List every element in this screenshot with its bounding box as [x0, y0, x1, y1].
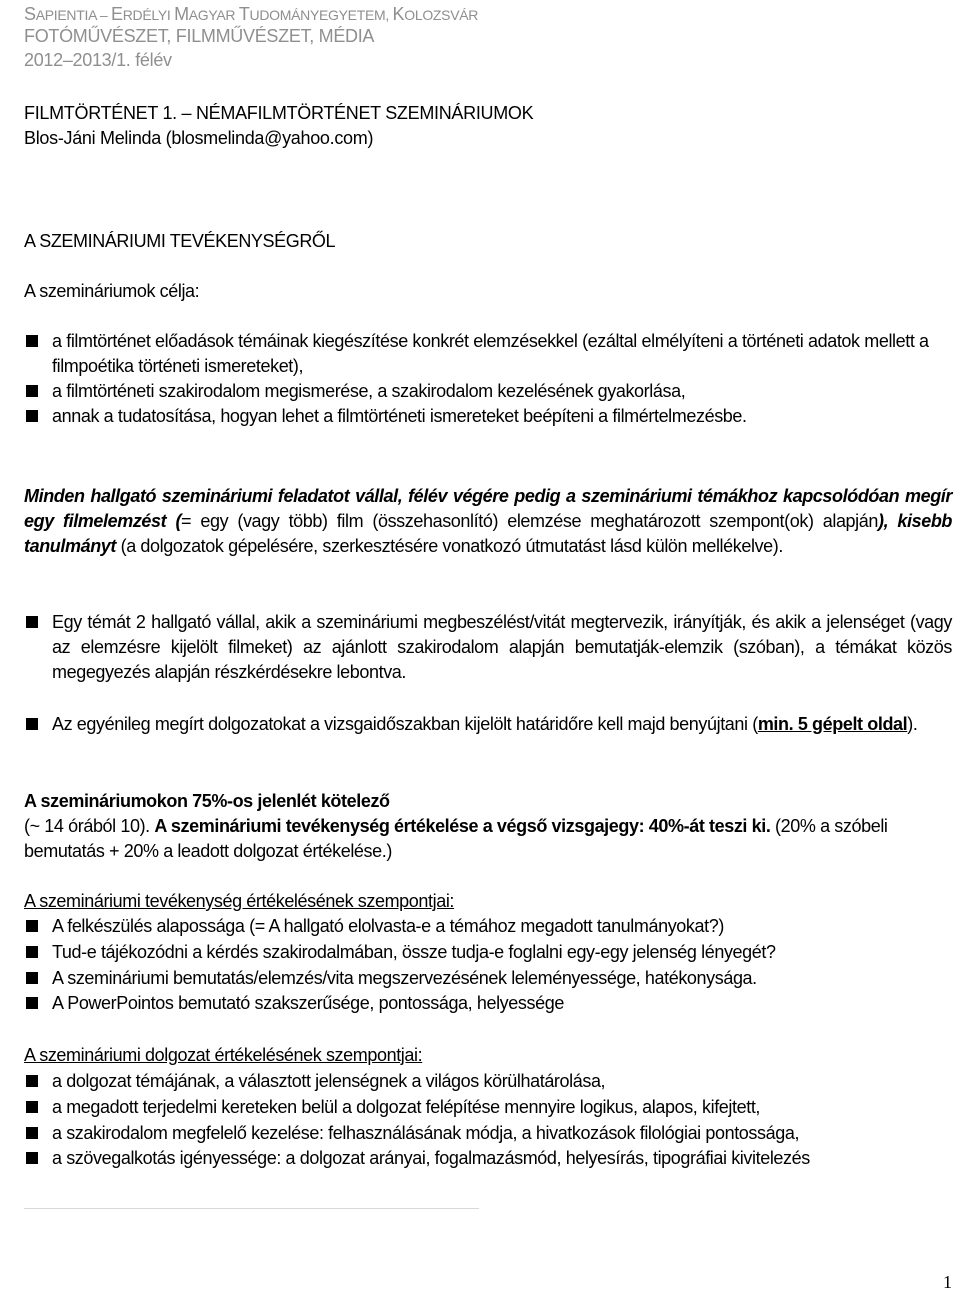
list-item: Egy témát 2 hallgató vállal, akik a szemináriumi megbeszélést/vitát megtervezik, irányítják, és akik a jelenséget (vagy az elemzésre kijelölt filmeket) az ajánlott szakirodalom alapján bemutatják-elemzik (szóban), a témákat közös megegyezés alapján részkérdésekre lebontva. — [26, 610, 952, 685]
square-bullet-icon — [26, 385, 38, 397]
square-bullet-icon — [26, 718, 38, 730]
square-bullet-icon — [26, 616, 38, 628]
list-item: a szövegalkotás igényessége: a dolgozat arányai, fogalmazásmód, helyesírás, tipográfiai kivitelezés — [26, 1146, 950, 1171]
course-title: FILMTÖRTÉNET 1. – NÉMAFILMTÖRTÉNET SZEMINÁRIUMOK — [24, 103, 534, 123]
square-bullet-icon — [26, 1101, 38, 1113]
university-name: SAPIENTIA – ERDÉLYI MAGYAR TUDOMÁNYEGYETEM, KOLOZSVÁR — [24, 4, 479, 24]
list-item: A szemináriumi bemutatás/elemzés/vita megszervezésének leleményessége, hatékonysága. — [26, 966, 950, 991]
square-bullet-icon — [26, 972, 38, 984]
department: FOTÓMŰVÉSZET, FILMMŰVÉSZET, MÉDIA — [24, 26, 375, 46]
attendance-paragraph: (~ 14 órából 10). A szemináriumi tevékenység értékelése a végső vizsgajegy: 40%-át teszi ki. (20% a szóbeli bemutatás + 20% a leadott dolgozat értékelése.) — [24, 816, 888, 861]
list-item: a dolgozat témájának, a választott jelenségnek a világos körülhatárolása, — [26, 1069, 950, 1094]
activity-criteria-heading: A szemináriumi tevékenység értékelésének szempontjai: — [24, 891, 455, 911]
goals-heading: A szemináriumok célja: — [24, 281, 200, 301]
list-item: a filmtörténet előadások témáinak kiegészítése konkrét elemzésekkel (ezáltal elmélyíteni a történeti adatok mellett a filmpoétika történeti ismereteket), — [26, 329, 950, 379]
list-item: annak a tudatosítása, hogyan lehet a filmtörténeti ismereteket beépíteni a filmértelmezésbe. — [26, 404, 950, 429]
square-bullet-icon — [26, 1127, 38, 1139]
attendance-heading: A szemináriumokon 75%-os jelenlét kötelező — [24, 791, 390, 811]
paper-criteria-heading: A szemináriumi dolgozat értékelésének szempontjai: — [24, 1045, 423, 1065]
square-bullet-icon — [26, 997, 38, 1009]
min-pages-emphasis: min. 5 gépelt oldal — [757, 714, 908, 734]
instructor: Blos-Jáni Melinda (blosmelinda@yahoo.com) — [24, 128, 374, 148]
section-title: A SZEMINÁRIUMI TEVÉKENYSÉGRŐL — [24, 231, 336, 251]
square-bullet-icon — [26, 920, 38, 932]
square-bullet-icon — [26, 1075, 38, 1087]
list-item: A felkészülés alapossága (= A hallgató elolvasta-e a témához megadott tanulmányokat?) — [26, 914, 950, 939]
list-item: Az egyénileg megírt dolgozatokat a vizsgaidőszakban kijelölt határidőre kell majd benyújtani (min. 5 gépelt oldal). — [26, 712, 952, 737]
list-item: a szakirodalom megfelelő kezelése: felhasználásának módja, a hivatkozások filológiai pontossága, — [26, 1121, 950, 1146]
square-bullet-icon — [26, 410, 38, 422]
square-bullet-icon — [26, 1152, 38, 1164]
square-bullet-icon — [26, 946, 38, 958]
semester: 2012–2013/1. félév — [24, 50, 172, 70]
square-bullet-icon — [26, 335, 38, 347]
footnote-separator — [24, 1208, 479, 1209]
list-item: a megadott terjedelmi kereteken belül a dolgozat felépítése mennyire logikus, alapos, kifejtett, — [26, 1095, 950, 1120]
list-item: Tud-e tájékozódni a kérdés szakirodalmában, össze tudja-e foglalni egy-egy jelenség lényegét? — [26, 940, 950, 965]
page-number: 1 — [943, 1272, 952, 1292]
assignment-paragraph: Minden hallgató szemináriumi feladatot vállal, félév végére pedig a szemináriumi témákhoz kapcsolódóan megír egy filmelemzést (= egy (vagy több) film (összehasonlító) elemzése meghatározott szempont(ok) alapján), kisebb tanulmányt (a dolgozatok gépelésére, szerkesztésére vonatkozó útmutatást lásd külön mellékelve). — [24, 486, 953, 556]
list-item: a filmtörténeti szakirodalom megismerése, a szakirodalom kezelésének gyakorlása, — [26, 379, 950, 404]
list-item: A PowerPointos bemutató szakszerűsége, pontossága, helyessége — [26, 991, 950, 1016]
